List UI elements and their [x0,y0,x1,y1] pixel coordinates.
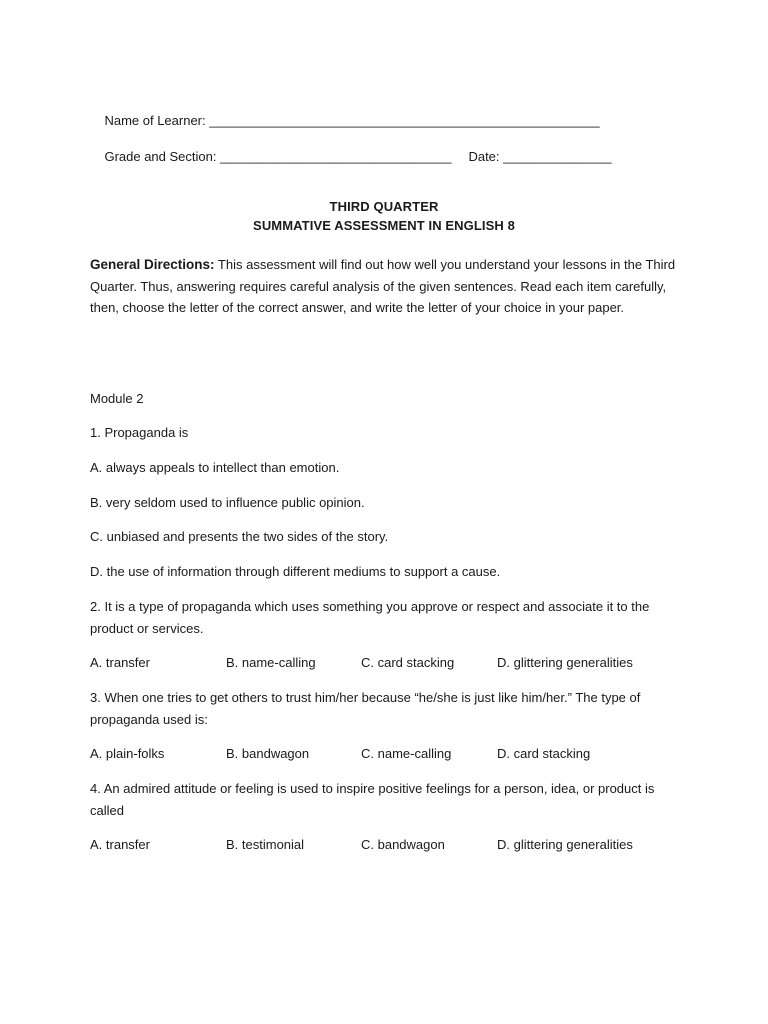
question-4-stem: 4. An admired attitude or feeling is used to inspire positive feelings for a person, idea, or product is called [90,781,655,818]
general-directions-text: This assessment will find out how well you understand your lessons in the Third Quarter. Thus, answering requires careful analysis of the given sentences. Read each item carefully, then, choose the letter of the correct answer, and write the letter of your choice in your paper. [90,257,676,316]
grade-section-label: Grade and Section: [104,149,221,164]
question-3-stem: 3. When one tries to get others to trust him/her because “he/she is just like him/her.” The type of propaganda used is: [90,690,641,727]
name-of-learner-blank[interactable]: ______________________________________________________ [209,113,600,128]
date-label: Date: [468,149,504,164]
question-3-option-d[interactable]: D. card stacking [497,746,591,761]
grade-section-date-row [90,130,612,184]
question-2-stem: 2. It is a type of propaganda which uses something you approve or respect and associate it to the product or services. [90,599,650,636]
question-2-option-a[interactable]: A. transfer [90,655,150,670]
question-2-option-c[interactable]: C. card stacking [361,655,455,670]
question-3-options [90,745,690,763]
name-of-learner-label: Name of Learner: [104,113,210,128]
question-3-option-a[interactable]: A. plain-folks [90,746,165,761]
date-blank[interactable]: _______________ [503,149,612,164]
question-1-option-d[interactable]: D. the use of information through different mediums to support a cause. [90,564,501,579]
question-4-option-b[interactable]: B. testimonial [226,837,305,852]
question-3-option-c[interactable]: C. name-calling [361,746,452,761]
question-3-option-b[interactable]: B. bandwagon [226,746,310,761]
question-1-option-c[interactable]: C. unbiased and presents the two sides of the story. [90,529,389,544]
question-1-stem: 1. Propaganda is [90,425,189,440]
question-2-options [90,654,690,672]
general-directions [90,254,685,319]
question-1-option-a[interactable]: A. always appeals to intellect than emotion. [90,460,340,475]
question-1-option-b[interactable]: B. very seldom used to influence public opinion. [90,495,365,510]
question-4-option-d[interactable]: D. glittering generalities [497,837,633,852]
question-4-option-a[interactable]: A. transfer [90,837,150,852]
module-heading: Module 2 [90,391,144,406]
question-4-option-c[interactable]: C. bandwagon [361,837,445,852]
question-4-options [90,836,690,854]
title-line-2: SUMMATIVE ASSESSMENT IN ENGLISH 8 [253,218,515,233]
question-2-option-b[interactable]: B. name-calling [226,655,316,670]
grade-section-blank[interactable]: ________________________________ [220,149,452,164]
title-line-1: THIRD QUARTER [329,199,439,214]
general-directions-label: General Directions: [90,257,215,272]
question-2-option-d[interactable]: D. glittering generalities [497,655,633,670]
